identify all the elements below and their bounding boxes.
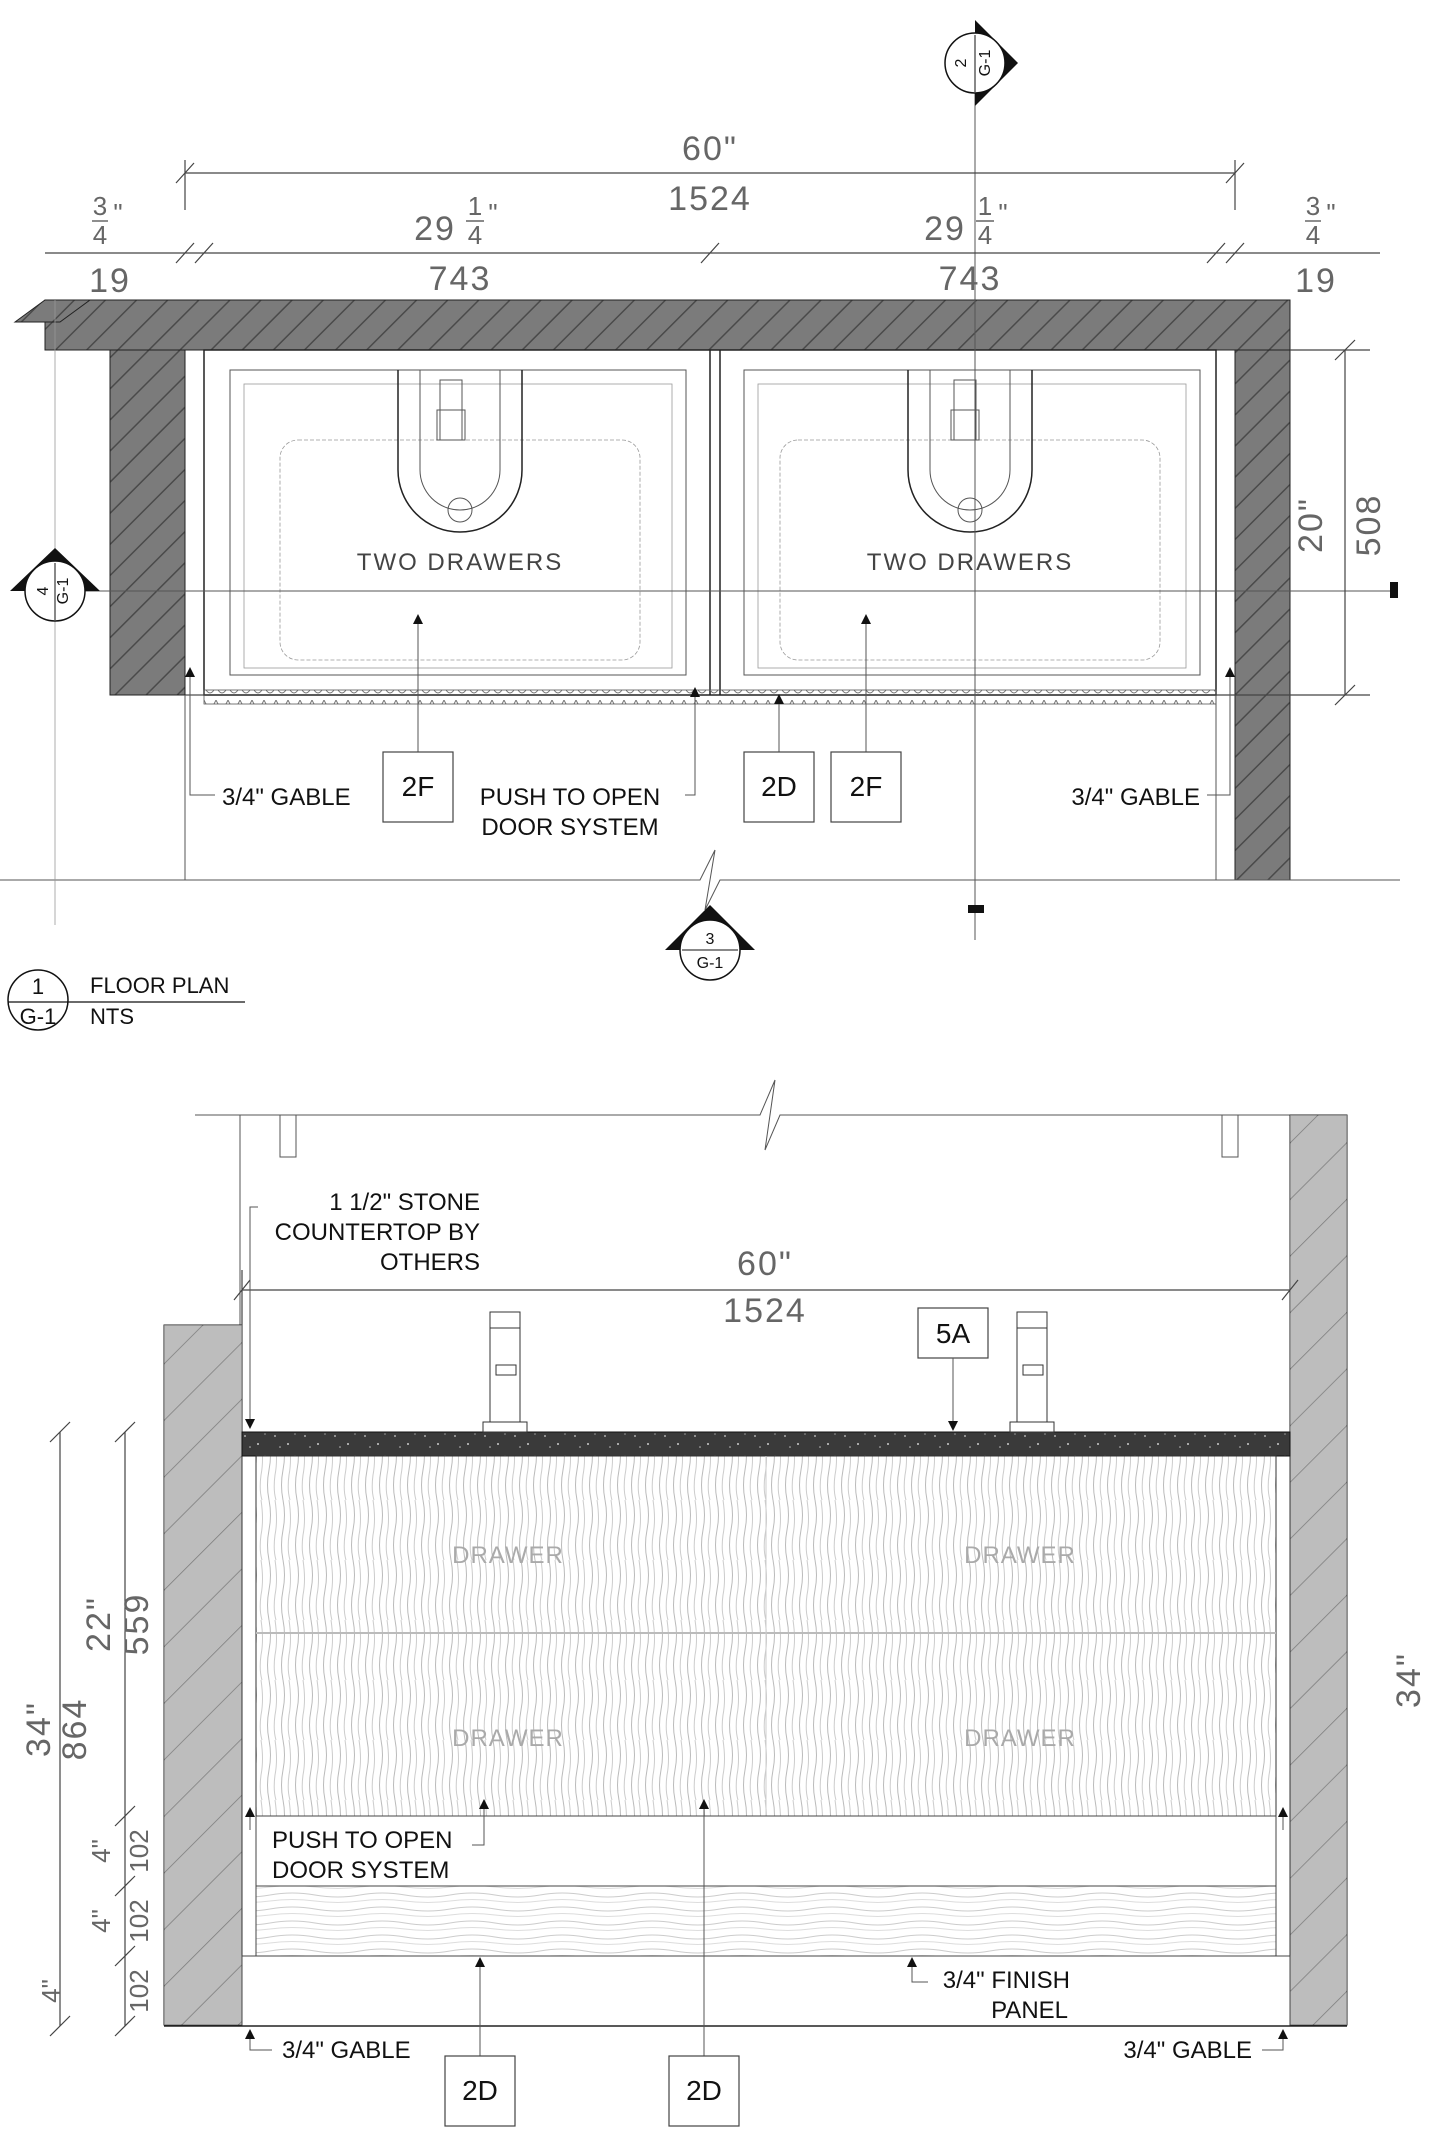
dim-gable-left-mm: 19 [89,262,131,300]
drawing-title [8,970,245,1030]
dim-half-left-den: 4 [467,220,483,250]
faucet-elev-right [1010,1312,1054,1432]
elev-dim-gap-mm: 102 [124,1829,154,1873]
drawer-label-tr: DRAWER [964,1542,1076,1569]
dim-gable-right-den: 4 [1305,220,1321,250]
elev-dim-height-in: 34" [20,1701,58,1757]
elev-dim-height-mm: 864 [56,1697,94,1761]
dim-gable-right [1295,191,1337,300]
elev-dim-toe-panel-in: 4" [86,1909,116,1933]
elev-dim-overall-mm: 1524 [723,1292,807,1330]
dim-half-left [414,191,498,298]
drawer-box-left-outer [230,370,686,675]
section-4-num: 4 [35,586,52,596]
countertop-line2: COUNTERTOP BY [274,1219,480,1246]
door-front [204,690,1216,704]
elev-dim-drawers-in: 22" [80,1596,118,1652]
dim-gable-right-mm: 19 [1295,262,1337,300]
section-2-num: 2 [953,58,970,68]
tag-2f-right: 2F [849,771,883,802]
break-line-bottom [0,850,1400,910]
dim-half-left-in: 29 [414,210,456,248]
elev-wall-right-hatch [1290,1115,1347,2025]
leader-countertop [250,1207,258,1428]
elev-dim-toe-mm: 102 [124,1969,154,2013]
two-drawers-left-label: TWO DRAWERS [356,549,564,576]
title-ref: G-1 [19,1004,57,1029]
drawer-box-right-outer [744,370,1200,675]
elev-wall-left-hatch [164,1325,242,2025]
section-marker-3 [665,905,755,980]
elev-dim-toe-in: 4" [36,1979,66,2003]
countertop [242,1432,1290,1456]
plumbing-cutout-left [398,370,522,532]
tag-2d-elev-right: 2D [686,2075,722,2106]
dim-gable-left-num: 3 [92,191,108,221]
elev-dim-gap-in: 4" [86,1839,116,1863]
elev-gable-left [242,1455,256,2025]
dim-depth-mm: 508 [1350,493,1388,557]
section-end-mark-bottom [968,905,984,913]
dim-gable-left [89,191,131,300]
left-wall [110,350,185,695]
section-marker-2 [945,20,1018,106]
section-2-ref: G-1 [977,49,994,77]
floor-plan [0,20,1400,1030]
title-num: 1 [31,974,45,999]
push-elev-line2: DOOR SYSTEM [272,1857,450,1884]
title-line1: FLOOR PLAN [90,973,230,998]
dim-half-right-num: 1 [977,191,993,221]
tag-2d: 2D [761,771,797,802]
back-wall-top [45,300,1290,350]
dim-half-right-mm: 743 [938,260,1002,298]
elev-dim-toe-panel-mm: 102 [124,1899,154,1943]
dim-half-left-mark: " [488,198,498,228]
tag-2f-left: 2F [401,771,435,802]
dim-gable-right-mark: " [1326,198,1336,228]
section-3-ref: G-1 [696,955,724,972]
elev-dim-height-right: 34" [1390,1652,1428,1708]
faucet-left-base [437,410,465,440]
elev-gable-right-label: 3/4" GABLE [1123,2037,1252,2064]
dim-half-right-den: 4 [977,220,993,250]
tag-2d-elev-left: 2D [462,2075,498,2106]
drawer-label-br: DRAWER [964,1725,1076,1752]
elev-gable-left-label: 3/4" GABLE [282,2037,411,2064]
right-wall [1235,350,1290,880]
elev-dim-overall-in: 60" [737,1245,793,1283]
dim-half-right [924,191,1008,298]
gable-left-label: 3/4" GABLE [222,784,351,811]
stub-left [280,1115,296,1157]
dim-half-left-mm: 743 [428,260,492,298]
drawer-label-tl: DRAWER [452,1542,564,1569]
faucet-elev-left [483,1312,527,1432]
gable-right [1216,350,1235,695]
section-3-num: 3 [705,931,715,948]
finish-line1: 3/4" FINISH [942,1967,1070,1994]
elevation [20,1080,1428,2126]
dim-depth-in: 20" [1292,497,1330,553]
dim-gable-left-den: 4 [92,220,108,250]
countertop-line3: OTHERS [379,1249,480,1276]
finish-panel [256,1886,1276,1956]
dim-half-right-mark: " [998,198,1008,228]
dim-overall-mm: 1524 [668,180,752,218]
title-line2: NTS [90,1004,134,1029]
section-marker-4 [10,548,100,621]
section-end-mark-right [1390,582,1398,598]
gable-right-label: 3/4" GABLE [1071,784,1200,811]
leader-elev-gable-right [1262,2030,1283,2050]
two-drawers-right-label: TWO DRAWERS [866,549,1074,576]
drawer-box-right-inner [758,384,1186,668]
dim-overall-in: 60" [682,130,738,168]
stub-right [1222,1115,1238,1157]
dim-half-left-num: 1 [467,191,483,221]
push-open-line1: PUSH TO OPEN [479,784,661,811]
tag-5a: 5A [935,1318,971,1349]
finish-line2: PANEL [991,1997,1068,2024]
push-elev-line1: PUSH TO OPEN [272,1827,453,1854]
elev-gable-right [1276,1455,1290,2025]
dim-gable-left-mark: " [113,198,123,228]
leader-elev-gable-left [250,2030,272,2050]
drawer-label-bl: DRAWER [452,1725,564,1752]
plumbing-cutout-right [908,370,1032,532]
dim-gable-right-num: 3 [1305,191,1321,221]
gable-left [185,350,204,695]
dim-half-right-in: 29 [924,210,966,248]
drawer-box-left-inner [244,384,672,668]
push-open-line2: DOOR SYSTEM [481,814,659,841]
elev-dim-drawers-mm: 559 [118,1592,156,1656]
break-line-top [195,1080,1290,1150]
toe-base [242,1956,1290,2026]
countertop-line1: 1 1/2" STONE [329,1189,480,1216]
section-4-ref: G-1 [55,577,72,605]
